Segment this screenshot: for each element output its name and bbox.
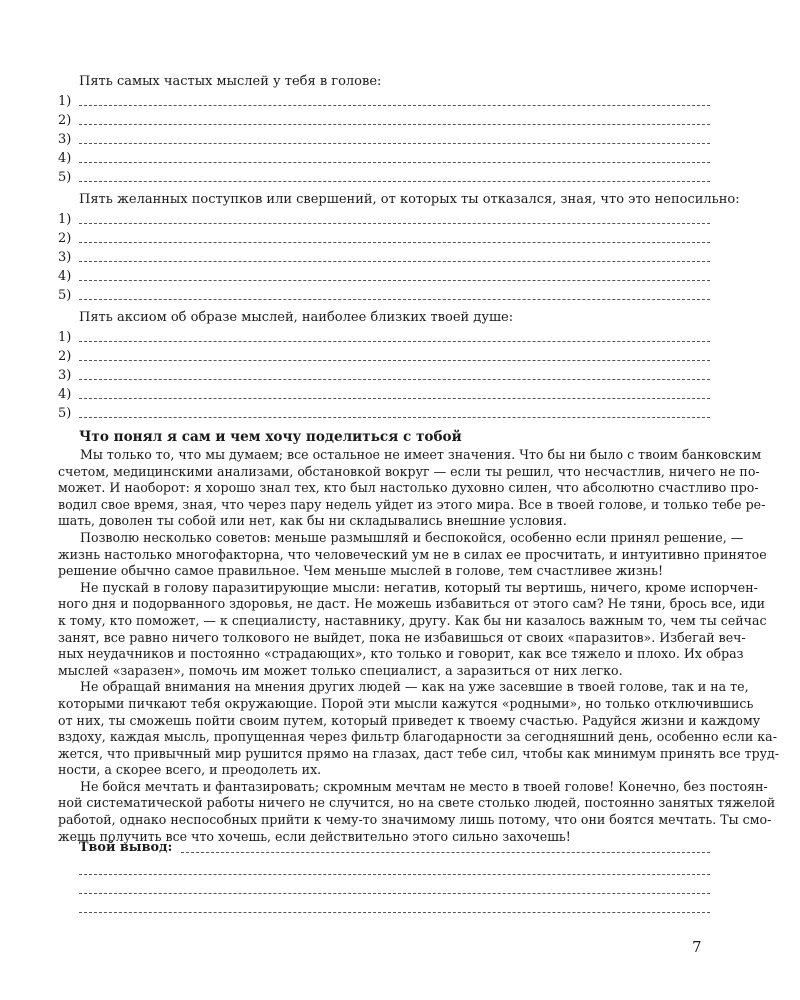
text-line: ных неудачников и постоянно «страдающих», кто только и говорит, как все тяжело и плохо. Их образ: [58, 646, 744, 662]
answer-line[interactable]: [58, 285, 710, 304]
item-number: 5): [58, 170, 72, 185]
dotted-line: [79, 269, 710, 281]
text-line: может. И наоборот: я хорошо знал тех, кто был настолько духовно силен, что абсолютно счастливо про-: [58, 480, 759, 496]
item-number: 5): [58, 288, 72, 303]
body-text: [58, 447, 780, 845]
answer-line[interactable]: [58, 129, 710, 148]
dotted-line: [79, 406, 710, 418]
answer-line[interactable]: [58, 148, 710, 167]
dotted-line: [79, 330, 710, 342]
paragraph: [58, 778, 776, 845]
text-line: Не пускай в голову паразитирующие мысли: негатив, который ты вертишь, ничего, кроме испорчен-: [80, 579, 758, 595]
dotted-line: [79, 132, 710, 144]
text-line: водил свое время, зная, что через пару недель уйдет из этого мира. Все в твоей голове, и только тебе ре-: [58, 496, 766, 512]
section-2-prompt: Пять желанных поступков или свершений, от которых ты отказался, зная, что это непосильно:: [79, 192, 740, 207]
answer-line[interactable]: [58, 403, 710, 422]
item-number: 4): [58, 387, 72, 402]
paragraph: [58, 579, 767, 680]
item-number: 2): [58, 113, 72, 128]
answer-line[interactable]: [58, 365, 710, 384]
text-line: ного дня и подорванного здоровья, не даст. Не можешь избавиться от этого сам? Не тяни, брось все, иди: [58, 596, 766, 612]
text-line: работой, однако неспособных прийти к чему-то значимому лишь потому, что они боятся мечтать. Ты смо-: [58, 812, 772, 828]
answer-line[interactable]: [58, 110, 710, 129]
conclusion-label: Твой вывод:: [79, 840, 173, 855]
text-line: к тому, кто поможет, — к специалисту, наставнику, другу. Как бы ни казалось важным то, чем ты сейчас: [58, 612, 767, 628]
section-3-prompt: Пять аксиом об образе мыслей, наиболее близких твоей душе:: [79, 310, 514, 325]
answer-line[interactable]: [58, 384, 710, 403]
conclusion-line[interactable]: [79, 838, 710, 856]
item-number: 5): [58, 406, 72, 421]
text-line: решение обычно самое правильное. Чем меньше мыслей в голове, тем счастливее жизнь!: [58, 563, 664, 579]
text-line: счетом, медицинскими анализами, обстановкой вокруг — если ты решил, что несчастлив, ничего не по-: [58, 463, 760, 479]
item-number: 4): [58, 151, 72, 166]
paragraph: [58, 679, 780, 779]
item-number: 4): [58, 269, 72, 284]
item-number: 3): [58, 132, 72, 147]
text-line: мыслей «заразен», помочь им может только специалист, а заразиться от них легко.: [58, 662, 623, 678]
section-1-prompt: Пять самых частых мыслей у тебя в голове:: [79, 74, 382, 89]
dotted-line: [79, 170, 710, 182]
item-number: 1): [58, 212, 72, 227]
item-number: 2): [58, 349, 72, 364]
dotted-line: [181, 841, 710, 853]
text-line: жется, что привычный мир рушится прямо на глазах, даст тебе сил, чтобы как минимум принять все труд-: [58, 745, 780, 761]
text-line: которыми пичкают тебя окружающие. Порой эти мысли кажутся «родными», но только отключившись: [58, 695, 754, 711]
dotted-line: [79, 231, 710, 243]
item-number: 1): [58, 94, 72, 109]
answer-line[interactable]: [58, 266, 710, 285]
answer-line[interactable]: [58, 346, 710, 365]
text-line: занят, все равно ничего толкового не выйдет, пока не избавишься от своих «паразитов». Избегай веч-: [58, 629, 746, 645]
text-line: шать, доволен ты собой или нет, как бы ни складывались внешние условия.: [58, 513, 567, 529]
dotted-line: [79, 349, 710, 361]
answer-line[interactable]: [58, 327, 710, 346]
answer-line[interactable]: [58, 247, 710, 266]
item-number: 2): [58, 231, 72, 246]
text-line: вздоху, каждая мысль, пропущенная через фильтр благодарности за сегодняшний день, особенно если ка-: [58, 729, 777, 745]
item-number: 3): [58, 368, 72, 383]
conclusion-extra-line[interactable]: [79, 874, 710, 875]
paragraph: [58, 447, 766, 530]
answer-line[interactable]: [58, 228, 710, 247]
dotted-line: [79, 387, 710, 399]
section-heading: Что понял я сам и чем хочу поделиться с тобой: [79, 429, 462, 445]
text-line: ности, а скорее всего, и преодолеть их.: [58, 762, 322, 778]
item-number: 1): [58, 330, 72, 345]
dotted-line: [79, 250, 710, 262]
page-number: 7: [692, 938, 702, 956]
text-line: от них, ты сможешь пойти своим путем, который приведет к твоему счастью. Радуйся жизни и каждому: [58, 712, 761, 728]
text-line: Позволю несколько советов: меньше размышляй и беспокойся, особенно если принял решение, —: [80, 529, 744, 545]
dotted-line: [79, 94, 710, 106]
answer-line[interactable]: [58, 209, 710, 228]
answer-line[interactable]: [58, 91, 710, 110]
conclusion-extra-line[interactable]: [79, 893, 710, 894]
text-line: жешь получить все что хочешь, если действительно этого сильно захочешь!: [58, 828, 571, 844]
dotted-line: [79, 212, 710, 224]
paragraph: [58, 529, 767, 580]
dotted-line: [79, 113, 710, 125]
text-line: жизнь настолько многофакторна, что человеческий ум не в силах ее просчитать, и интуитивно принятое: [58, 546, 767, 562]
item-number: 3): [58, 250, 72, 265]
conclusion-extra-line[interactable]: [79, 912, 710, 913]
dotted-line: [79, 368, 710, 380]
text-line: Мы только то, что мы думаем; все остальное не имеет значения. Что бы ни было с твоим банковским: [80, 447, 762, 462]
answer-line[interactable]: [58, 167, 710, 186]
dotted-line: [79, 151, 710, 163]
dotted-line: [79, 288, 710, 300]
text-line: Не обращай внимания на мнения других людей — как на уже засевшие в твоей голове, так и на те,: [80, 679, 749, 695]
text-line: ной систематической работы ничего не случится, но на свете столько людей, постоянно занятых тяжелой: [58, 795, 776, 811]
text-line: Не бойся мечтать и фантазировать; скромным мечтам не место в твоей голове! Конечно, без постоян-: [80, 778, 768, 794]
